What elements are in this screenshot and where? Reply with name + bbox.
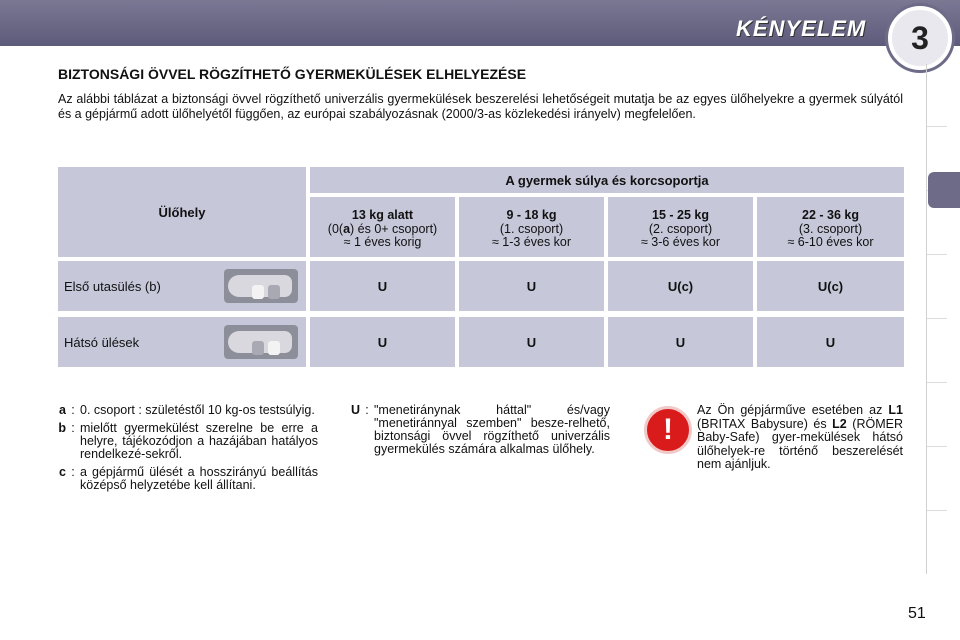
active-chapter-tab[interactable] <box>928 172 960 208</box>
seat-column-header: Ülőhely <box>58 167 306 257</box>
table-cell: U <box>310 317 455 367</box>
weight-group-header: A gyermek súlya és korcsoportja <box>310 167 904 193</box>
car-front-seat-icon <box>224 269 298 303</box>
weight-column-2: 15 - 25 kg (2. csoport) ≈ 3-6 éves kor <box>608 197 753 257</box>
row-label-rear-seats: Hátsó ülések <box>58 317 306 367</box>
warning-text: Az Ön gépjárműve esetében az L1 (BRITAX Babysure) és L2 (RÖMER Baby-Safe) gyer-mekülések hátsó ülőhelyek-re történő beszerelését nem ajánljuk. <box>697 403 903 471</box>
table-cell: U(c) <box>757 261 904 311</box>
weight-column-3: 22 - 36 kg (3. csoport) ≈ 6-10 éves kor <box>757 197 904 257</box>
footnote-b: b : mielőtt gyermekülést szerelne be erre a helyre, tájékozódjon a hazájában hatályos rendelkezé-sekről. <box>58 421 318 461</box>
table-cell: U <box>459 317 604 367</box>
row-label-front-seat: Első utasülés (b) <box>58 261 306 311</box>
child-seat-table <box>58 167 904 369</box>
intro-paragraph: Az alábbi táblázat a biztonsági övvel rögzíthető univerzális gyermekülések beszerelési lehetőségeit mutatja be az egyes ülőhelyekre a gyermek súlyától és a gépjármű adott ülőhelyétől függően, az európai szabályozásnak (2000/3-as közlekedési irányelv) megfelelően. <box>58 92 903 121</box>
chapter-tabs <box>926 64 960 574</box>
table-cell: U <box>459 261 604 311</box>
weight-column-1: 9 - 18 kg (1. csoport) ≈ 1-3 éves kor <box>459 197 604 257</box>
footnote-u: U : "menetiránynak háttal" és/vagy "menetiránnyal szemben" besze-relhető, biztonsági övvel rögzíthető univerzális gyermekülés számára alkalmas ülőhely. <box>350 403 610 456</box>
chapter-number-badge: 3 <box>888 6 952 70</box>
car-rear-seats-icon <box>224 325 298 359</box>
table-cell: U <box>608 317 753 367</box>
table-cell: U <box>310 261 455 311</box>
table-cell: U(c) <box>608 261 753 311</box>
table-cell: U <box>757 317 904 367</box>
footnote-a: a : 0. csoport : születéstől 10 kg-os testsúlyig. <box>59 403 315 417</box>
exclamation-icon: ! <box>644 406 692 454</box>
weight-column-0: 13 kg alatt (0(a) és 0+ csoport) ≈ 1 éves korig <box>310 197 455 257</box>
footnotes-left <box>52 404 318 497</box>
page-header <box>0 0 960 46</box>
footnote-c: c : a gépjármű ülését a hosszirányú beállítás középső helyzetébe kell állítani. <box>59 465 318 492</box>
chapter-title: KÉNYELEM <box>736 16 867 41</box>
page-number: 51 <box>908 605 926 622</box>
section-heading: BIZTONSÁGI ÖVVEL RÖGZÍTHETŐ GYERMEKÜLÉSEK ELHELYEZÉSE <box>58 66 527 82</box>
